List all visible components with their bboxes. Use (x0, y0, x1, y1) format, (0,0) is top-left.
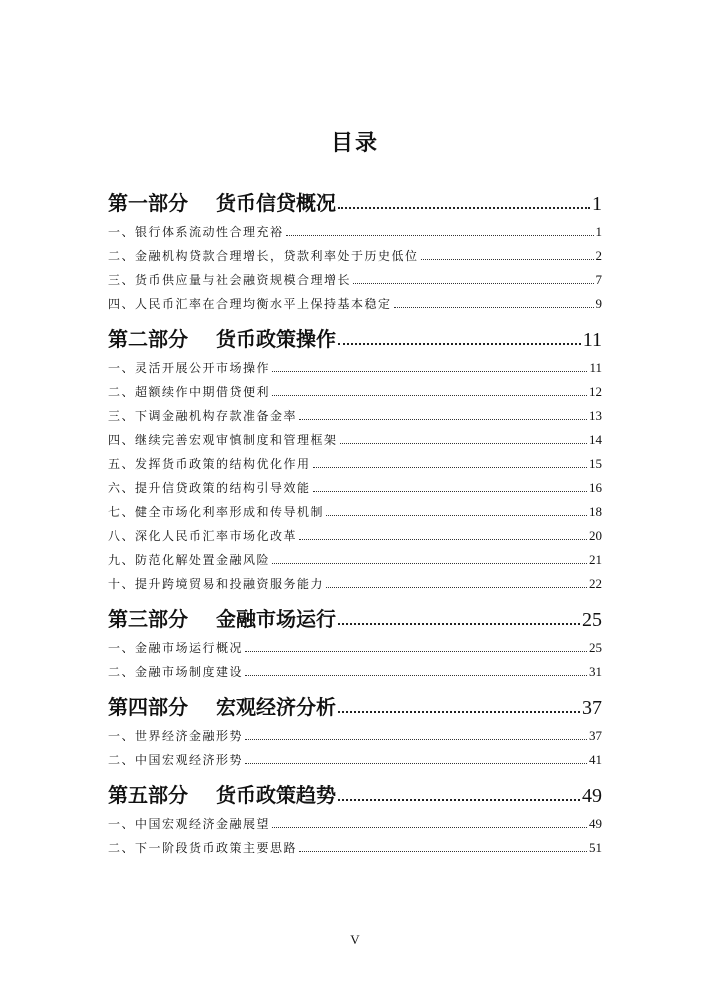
dot-leader (338, 798, 580, 801)
dot-leader (313, 490, 587, 492)
dot-leader (338, 622, 580, 625)
item-page-number: 41 (589, 752, 602, 767)
toc-title: 目录 (330, 131, 379, 156)
item-label: 八、深化人民币汇率市场化改革 (108, 529, 298, 543)
toc-part-5[interactable] (108, 768, 602, 808)
item-label: 七、健全市场化利率形成和传导机制 (108, 505, 325, 519)
item-label: 二、金融机构贷款合理增长，贷款利率处于历史低位 (108, 249, 419, 263)
toc-item[interactable] (108, 240, 602, 264)
item-page-number: 12 (589, 384, 602, 399)
toc-item[interactable] (108, 216, 602, 240)
item-page-number: 11 (589, 360, 602, 375)
item-label: 六、提升信贷政策的结构引导效能 (108, 481, 311, 495)
dot-leader (286, 234, 594, 236)
dot-leader (338, 342, 581, 345)
dot-leader (338, 206, 590, 209)
dot-leader (245, 762, 587, 764)
toc-item[interactable] (108, 568, 602, 592)
toc-item[interactable] (108, 264, 602, 288)
item-label: 一、银行体系流动性合理充裕 (108, 225, 284, 239)
item-label: 二、金融市场制度建设 (108, 665, 244, 679)
toc-item[interactable] (108, 656, 602, 680)
dot-leader (245, 674, 587, 676)
toc-item[interactable] (108, 376, 602, 400)
dot-leader (272, 394, 587, 396)
dot-leader (272, 370, 587, 372)
dot-leader (326, 586, 587, 588)
item-label: 一、灵活开展公开市场操作 (108, 361, 271, 375)
page-number: V (350, 932, 360, 947)
part-page-number: 25 (582, 609, 602, 631)
item-page-number: 20 (589, 528, 602, 543)
dot-leader (245, 650, 587, 652)
toc-part-3[interactable] (108, 592, 602, 632)
item-label: 五、发挥货币政策的结构优化作用 (108, 457, 311, 471)
part-page-number: 11 (582, 329, 602, 351)
part-heading: 第四部分 宏观经济分析 (108, 695, 336, 719)
item-page-number: 7 (595, 272, 602, 287)
toc-item[interactable] (108, 496, 602, 520)
item-label: 十、提升跨境贸易和投融资服务能力 (108, 577, 325, 591)
item-label: 九、防范化解处置金融风险 (108, 553, 271, 567)
dot-leader (353, 282, 593, 284)
item-page-number: 25 (589, 640, 602, 655)
item-page-number: 37 (589, 728, 602, 743)
part-heading: 第三部分 金融市场运行 (108, 607, 336, 631)
part-page-number: 37 (582, 697, 602, 719)
item-label: 二、下一阶段货币政策主要思路 (108, 841, 298, 855)
item-page-number: 15 (589, 456, 602, 471)
toc-item[interactable] (108, 720, 602, 744)
toc-part-4[interactable] (108, 680, 602, 720)
toc-item[interactable] (108, 544, 602, 568)
toc-item[interactable] (108, 632, 602, 656)
dot-leader (245, 738, 587, 740)
toc-item[interactable] (108, 424, 602, 448)
item-page-number: 16 (589, 480, 602, 495)
item-page-number: 31 (589, 664, 602, 679)
toc-part-1[interactable] (108, 176, 602, 216)
part-page-number: 1 (592, 193, 602, 215)
item-label: 四、继续完善宏观审慎制度和管理框架 (108, 433, 338, 447)
item-label: 一、中国宏观经济金融展望 (108, 817, 271, 831)
toc-item[interactable] (108, 352, 602, 376)
dot-leader (338, 710, 580, 713)
item-label: 三、下调金融机构存款准备金率 (108, 409, 298, 423)
item-label: 二、中国宏观经济形势 (108, 753, 244, 767)
toc-item[interactable] (108, 448, 602, 472)
toc-item[interactable] (108, 288, 602, 312)
item-label: 一、世界经济金融形势 (108, 729, 244, 743)
dot-leader (421, 258, 594, 260)
item-page-number: 14 (589, 432, 602, 447)
part-page-number: 49 (582, 785, 602, 807)
part-heading: 第二部分 货币政策操作 (108, 327, 336, 351)
item-page-number: 51 (589, 840, 602, 855)
item-page-number: 22 (589, 576, 602, 591)
table-of-contents (108, 176, 602, 856)
toc-item[interactable] (108, 744, 602, 768)
toc-item[interactable] (108, 808, 602, 832)
part-heading: 第一部分 货币信贷概况 (108, 191, 336, 215)
item-label: 三、货币供应量与社会融资规模合理增长 (108, 273, 352, 287)
item-page-number: 49 (589, 816, 602, 831)
item-page-number: 18 (589, 504, 602, 519)
dot-leader (326, 514, 587, 516)
toc-part-2[interactable] (108, 312, 602, 352)
part-heading: 第五部分 货币政策趋势 (108, 783, 336, 807)
item-page-number: 21 (589, 552, 602, 567)
dot-leader (299, 538, 587, 540)
item-label: 二、超额续作中期借贷便利 (108, 385, 271, 399)
dot-leader (299, 418, 587, 420)
item-label: 四、人民币汇率在合理均衡水平上保持基本稳定 (108, 297, 392, 311)
item-page-number: 9 (595, 296, 602, 311)
toc-item[interactable] (108, 832, 602, 856)
toc-item[interactable] (108, 472, 602, 496)
dot-leader (272, 826, 587, 828)
dot-leader (299, 850, 587, 852)
dot-leader (340, 442, 587, 444)
item-label: 一、金融市场运行概况 (108, 641, 244, 655)
item-page-number: 2 (595, 248, 602, 263)
toc-item[interactable] (108, 400, 602, 424)
toc-item[interactable] (108, 520, 602, 544)
dot-leader (394, 306, 594, 308)
item-page-number: 13 (589, 408, 602, 423)
dot-leader (313, 466, 587, 468)
item-page-number: 1 (595, 224, 602, 239)
dot-leader (272, 562, 587, 564)
